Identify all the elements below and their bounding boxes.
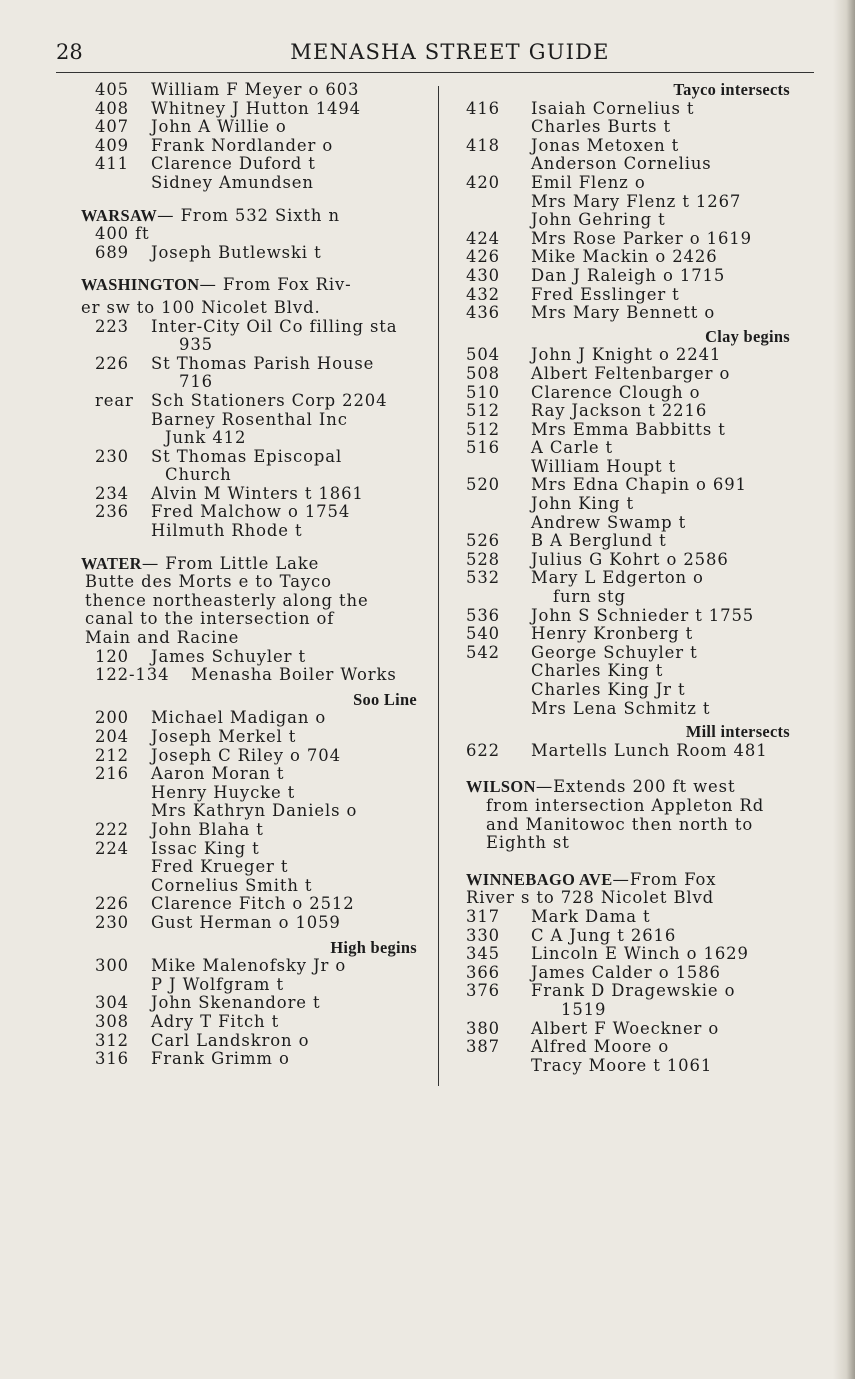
list-item bbox=[466, 137, 790, 156]
house-number bbox=[466, 681, 531, 700]
house-number bbox=[466, 662, 531, 681]
list-item bbox=[95, 81, 417, 100]
house-number bbox=[466, 495, 531, 514]
resident-name: Charles King t bbox=[531, 661, 664, 681]
house-number: 312 bbox=[95, 1030, 129, 1050]
list-item bbox=[466, 384, 790, 403]
house-number: 408 bbox=[95, 98, 129, 118]
list-item bbox=[466, 625, 790, 644]
resident-name: Julius G Kohrt o 2586 bbox=[531, 549, 729, 569]
list-item bbox=[466, 1038, 790, 1057]
list-item bbox=[466, 569, 790, 588]
list-item-continuation: Hilmuth Rhode t bbox=[151, 521, 303, 541]
list-item bbox=[95, 802, 417, 821]
list-item bbox=[95, 747, 417, 766]
list-item bbox=[466, 155, 790, 174]
house-number bbox=[95, 858, 151, 877]
house-number: 216 bbox=[95, 764, 129, 784]
house-number: 508 bbox=[466, 363, 500, 383]
entry-list bbox=[95, 709, 417, 932]
list-item-continuation: furn stg bbox=[553, 587, 626, 607]
list-item bbox=[466, 1020, 790, 1039]
list-item bbox=[466, 700, 790, 719]
house-number: 300 bbox=[95, 956, 129, 976]
house-number: 200 bbox=[95, 708, 129, 728]
list-item bbox=[95, 840, 417, 859]
list-item bbox=[95, 1013, 417, 1032]
house-number: 407 bbox=[95, 117, 129, 137]
list-item bbox=[466, 211, 790, 230]
street-description: — From Fox Riv- bbox=[199, 275, 352, 295]
resident-name: Joseph C Riley o 704 bbox=[151, 745, 341, 765]
resident-name: Andrew Swamp t bbox=[531, 512, 687, 532]
street-name: WARSAW bbox=[81, 205, 158, 225]
list-item bbox=[95, 709, 417, 728]
entry-list bbox=[95, 244, 417, 263]
entry-list bbox=[466, 100, 790, 323]
house-number bbox=[466, 700, 531, 719]
house-number: 512 bbox=[466, 419, 500, 439]
list-item: rear Sch Stationers Corp 2204 bbox=[95, 390, 388, 410]
resident-name: George Schuyler t bbox=[531, 642, 698, 662]
house-number: 230 bbox=[95, 912, 129, 932]
house-number: 520 bbox=[466, 475, 500, 495]
list-item bbox=[466, 532, 790, 551]
page-title: MENASHA STREET GUIDE bbox=[290, 40, 610, 64]
resident-name: Adry T Fitch t bbox=[151, 1011, 280, 1031]
resident-name: Joseph Butlewski t bbox=[151, 242, 322, 262]
resident-name: Mrs Rose Parker o 1619 bbox=[531, 228, 752, 248]
house-number: 430 bbox=[466, 265, 500, 285]
resident-name: John A Willie o bbox=[151, 117, 287, 137]
resident-name: Dan J Raleigh o 1715 bbox=[531, 265, 726, 285]
right-column bbox=[466, 81, 790, 1075]
house-number: 510 bbox=[466, 382, 500, 402]
list-item bbox=[95, 1032, 417, 1051]
list-item bbox=[466, 607, 790, 626]
house-number bbox=[466, 118, 531, 137]
list-item bbox=[466, 908, 790, 927]
resident-name: Henry Huycke t bbox=[151, 782, 296, 802]
list-item bbox=[466, 193, 790, 212]
house-number: 224 bbox=[95, 838, 129, 858]
resident-name: John Skenandore t bbox=[151, 993, 321, 1013]
list-item bbox=[466, 286, 790, 305]
street-description: — From Little Lake bbox=[141, 553, 320, 573]
resident-name: Isaiah Cornelius t bbox=[531, 98, 695, 118]
street-description: er sw to 100 Nicolet Blvd. bbox=[81, 297, 321, 317]
list-item bbox=[466, 982, 790, 1001]
street-name: WASHINGTON bbox=[81, 275, 200, 295]
resident-name: Albert Feltenbarger o bbox=[531, 363, 731, 383]
page-edge-shadow bbox=[833, 0, 855, 1379]
resident-name: James Calder o 1586 bbox=[531, 962, 721, 982]
house-number: 411 bbox=[95, 154, 129, 174]
house-number bbox=[95, 802, 151, 821]
house-number: 376 bbox=[466, 981, 500, 1001]
list-item: 120 James Schuyler t bbox=[95, 646, 306, 666]
resident-name: Sidney Amundsen bbox=[151, 172, 314, 192]
resident-name: A Carle t bbox=[531, 438, 614, 458]
street-warsaw bbox=[81, 205, 417, 244]
list-item bbox=[466, 439, 790, 458]
resident-name: Tracy Moore t 1061 bbox=[531, 1055, 713, 1075]
resident-name: Joseph Merkel t bbox=[151, 727, 297, 746]
house-number: 345 bbox=[466, 944, 500, 964]
house-number bbox=[466, 1057, 531, 1076]
street-name: WATER bbox=[81, 553, 142, 573]
house-number bbox=[466, 193, 531, 212]
house-number: 222 bbox=[95, 819, 129, 839]
resident-name: Fred Esslinger t bbox=[531, 284, 680, 304]
list-item-continuation: 716 bbox=[179, 372, 213, 392]
house-number: 540 bbox=[466, 624, 500, 644]
list-item bbox=[466, 551, 790, 570]
list-item bbox=[466, 100, 790, 119]
house-number: 304 bbox=[95, 993, 129, 1013]
house-number bbox=[95, 784, 151, 803]
house-number: 387 bbox=[466, 1037, 500, 1057]
list-item bbox=[466, 945, 790, 964]
house-number: 418 bbox=[466, 135, 500, 155]
resident-name: John J Knight o 2241 bbox=[531, 345, 722, 365]
street-water: WATER— From Little Lake Butte des Morts e to Tayco thence northeasterly along the canal to the intersection of Main and Racine bbox=[81, 553, 369, 648]
resident-name: William Houpt t bbox=[531, 456, 677, 476]
resident-name: John S Schnieder t 1755 bbox=[531, 605, 755, 625]
entry-list bbox=[95, 81, 417, 193]
house-number: 380 bbox=[466, 1018, 500, 1038]
house-number: 536 bbox=[466, 605, 500, 625]
resident-name: Issac King t bbox=[151, 838, 260, 858]
list-item: 230 St Thomas Episcopal bbox=[95, 446, 343, 466]
house-number: 689 bbox=[95, 242, 129, 262]
list-item bbox=[466, 346, 790, 365]
list-item bbox=[466, 230, 790, 249]
street-description: — From 532 Sixth n bbox=[157, 205, 340, 225]
resident-name: Mark Dama t bbox=[531, 906, 651, 926]
house-number: 504 bbox=[466, 345, 500, 365]
street-description: —Extends 200 ft west bbox=[535, 777, 736, 797]
cross-street-label: High begins bbox=[330, 937, 417, 957]
house-number: 416 bbox=[466, 98, 500, 118]
house-number: 212 bbox=[95, 745, 129, 765]
list-item bbox=[466, 644, 790, 663]
house-number: 226 bbox=[95, 894, 129, 914]
list-item-continuation: 1519 bbox=[561, 999, 607, 1019]
list-item bbox=[95, 155, 417, 174]
house-number: 366 bbox=[466, 962, 500, 982]
resident-name: Mike Mackin o 2426 bbox=[531, 247, 718, 267]
resident-name: Frank D Dragewskie o bbox=[531, 981, 736, 1001]
entry-list bbox=[466, 607, 790, 719]
resident-name: Frank Grimm o bbox=[151, 1049, 290, 1069]
house-number: 316 bbox=[95, 1049, 129, 1069]
list-item bbox=[466, 476, 790, 495]
house-number bbox=[95, 877, 151, 896]
list-item bbox=[95, 728, 417, 747]
list-item bbox=[95, 895, 417, 914]
entry-list bbox=[466, 1020, 790, 1076]
house-number: 436 bbox=[466, 303, 500, 323]
resident-name: Frank Nordlander o bbox=[151, 135, 334, 155]
resident-name: Clarence Duford t bbox=[151, 154, 316, 174]
list-item bbox=[466, 964, 790, 983]
house-number: 420 bbox=[466, 172, 500, 192]
resident-name: Mrs Edna Chapin o 691 bbox=[531, 475, 747, 495]
resident-name: Ray Jackson t 2216 bbox=[531, 401, 708, 421]
resident-name: Anderson Cornelius bbox=[531, 154, 712, 174]
house-number: 516 bbox=[466, 438, 500, 458]
list-item bbox=[466, 1057, 790, 1076]
list-item: 236 Fred Malchow o 1754 bbox=[95, 502, 351, 522]
cross-street-label: Tayco intersects bbox=[673, 80, 790, 99]
list-item bbox=[466, 421, 790, 440]
column-divider bbox=[438, 86, 439, 1086]
list-item bbox=[466, 248, 790, 267]
street-name: WILSON bbox=[466, 777, 536, 797]
entry-list bbox=[95, 957, 417, 1069]
list-item: 226 St Thomas Parish House bbox=[95, 353, 375, 373]
resident-name: Emil Flenz o bbox=[531, 172, 646, 192]
list-item-continuation: 935 bbox=[179, 335, 213, 355]
list-item bbox=[466, 365, 790, 384]
resident-name: Mrs Lena Schmitz t bbox=[531, 698, 711, 718]
resident-name: Mary L Edgerton o bbox=[531, 568, 704, 588]
list-item: 122-134 Menasha Boiler Works bbox=[95, 665, 397, 685]
resident-name: Lincoln E Winch o 1629 bbox=[531, 944, 749, 964]
list-item bbox=[466, 681, 790, 700]
house-number: 542 bbox=[466, 642, 500, 662]
house-number: 424 bbox=[466, 228, 500, 248]
list-item bbox=[95, 137, 417, 156]
resident-name: Mrs Mary Bennett o bbox=[531, 303, 716, 323]
house-number: 432 bbox=[466, 284, 500, 304]
house-number bbox=[95, 976, 151, 995]
resident-name: Charles King Jr t bbox=[531, 680, 686, 699]
list-item: 234 Alvin M Winters t 1861 bbox=[95, 483, 364, 503]
list-item bbox=[95, 1050, 417, 1069]
list-item-continuation: Junk 412 bbox=[165, 428, 247, 448]
entry-list bbox=[466, 908, 790, 1001]
resident-name: John Blaha t bbox=[151, 819, 264, 839]
list-item-continuation: Barney Rosenthal Inc bbox=[151, 409, 348, 429]
list-item bbox=[95, 784, 417, 803]
street-description: River s to 728 Nicolet Blvd bbox=[466, 888, 715, 908]
resident-name: Alfred Moore o bbox=[531, 1037, 670, 1057]
list-item bbox=[466, 118, 790, 137]
resident-name: Carl Landskron o bbox=[151, 1030, 310, 1050]
house-number: 512 bbox=[466, 401, 500, 421]
resident-name: B A Berglund t bbox=[531, 531, 667, 551]
list-item bbox=[466, 458, 790, 477]
resident-name: Jonas Metoxen t bbox=[531, 135, 680, 155]
list-item bbox=[466, 304, 790, 323]
list-item bbox=[95, 858, 417, 877]
house-number: 308 bbox=[95, 1011, 129, 1031]
resident-name: Henry Kronberg t bbox=[531, 624, 694, 644]
street-name: WINNEBAGO AVE bbox=[466, 869, 613, 889]
list-item bbox=[95, 765, 417, 784]
list-item bbox=[95, 914, 417, 933]
resident-name: Clarence Fitch o 2512 bbox=[151, 894, 355, 914]
list-item bbox=[466, 174, 790, 193]
resident-name: Clarence Clough o bbox=[531, 382, 701, 402]
cross-street-label: Mill intersects bbox=[685, 722, 790, 742]
resident-name: William F Meyer o 603 bbox=[151, 80, 360, 99]
house-number: 426 bbox=[466, 247, 500, 267]
resident-name: P J Wolfgram t bbox=[151, 974, 284, 994]
street-washington bbox=[81, 275, 417, 317]
list-item bbox=[95, 118, 417, 137]
list-item bbox=[95, 174, 417, 193]
house-number bbox=[466, 211, 531, 230]
house-number: 528 bbox=[466, 549, 500, 569]
house-number: 317 bbox=[466, 906, 500, 926]
resident-name: Fred Krueger t bbox=[151, 857, 289, 877]
resident-name: Mrs Kathryn Daniels o bbox=[151, 801, 358, 821]
list-item bbox=[95, 994, 417, 1013]
house-number: 405 bbox=[95, 80, 129, 99]
resident-name: Mike Malenofsky Jr o bbox=[151, 956, 347, 976]
resident-name: Charles Burts t bbox=[531, 117, 671, 137]
left-column bbox=[81, 80, 417, 1069]
house-number: 409 bbox=[95, 135, 129, 155]
street-winnebago-ave bbox=[466, 871, 790, 908]
resident-name: Mrs Mary Flenz t 1267 bbox=[531, 191, 742, 211]
house-number: 204 bbox=[95, 727, 129, 746]
list-item bbox=[466, 267, 790, 286]
page-header bbox=[56, 40, 814, 73]
street-description: 400 ft bbox=[95, 224, 150, 244]
resident-name: Aaron Moran t bbox=[151, 764, 285, 784]
entry-list bbox=[466, 346, 790, 588]
page-number: 28 bbox=[56, 40, 83, 64]
resident-name: John King t bbox=[531, 494, 634, 514]
house-number bbox=[95, 174, 151, 193]
list-item: 622 Martells Lunch Room 481 bbox=[466, 740, 768, 760]
list-item bbox=[95, 100, 417, 119]
resident-name: Cornelius Smith t bbox=[151, 875, 313, 895]
resident-name: Whitney J Hutton 1494 bbox=[151, 98, 362, 118]
list-item bbox=[95, 957, 417, 976]
house-number: 526 bbox=[466, 531, 500, 551]
resident-name: Michael Madigan o bbox=[151, 708, 327, 728]
house-number: 532 bbox=[466, 568, 500, 588]
list-item-continuation: Church bbox=[165, 465, 232, 485]
resident-name: Albert F Woeckner o bbox=[531, 1018, 720, 1038]
street-wilson: WILSON—Extends 200 ft west from intersection Appleton Rd and Manitowoc then north to Eighth st bbox=[466, 777, 765, 853]
list-item: 223 Inter-City Oil Co filling sta bbox=[95, 316, 398, 336]
list-item bbox=[466, 495, 790, 514]
list-item bbox=[95, 877, 417, 896]
list-item bbox=[95, 244, 417, 263]
house-number bbox=[466, 514, 531, 533]
list-item bbox=[95, 821, 417, 840]
resident-name: John Gehring t bbox=[531, 210, 666, 230]
house-number bbox=[466, 458, 531, 477]
cross-street-label: Clay begins bbox=[705, 326, 790, 346]
house-number bbox=[466, 155, 531, 174]
cross-street-label: Soo Line bbox=[353, 689, 417, 709]
street-description: —From Fox bbox=[612, 869, 717, 889]
list-item bbox=[466, 402, 790, 421]
list-item bbox=[466, 927, 790, 946]
resident-name: C A Jung t 2616 bbox=[531, 925, 677, 945]
list-item bbox=[466, 514, 790, 533]
resident-name: Mrs Emma Babbitts t bbox=[531, 419, 726, 439]
resident-name: Gust Herman o 1059 bbox=[151, 912, 341, 932]
house-number: 330 bbox=[466, 925, 500, 945]
list-item bbox=[95, 976, 417, 995]
list-item bbox=[466, 662, 790, 681]
